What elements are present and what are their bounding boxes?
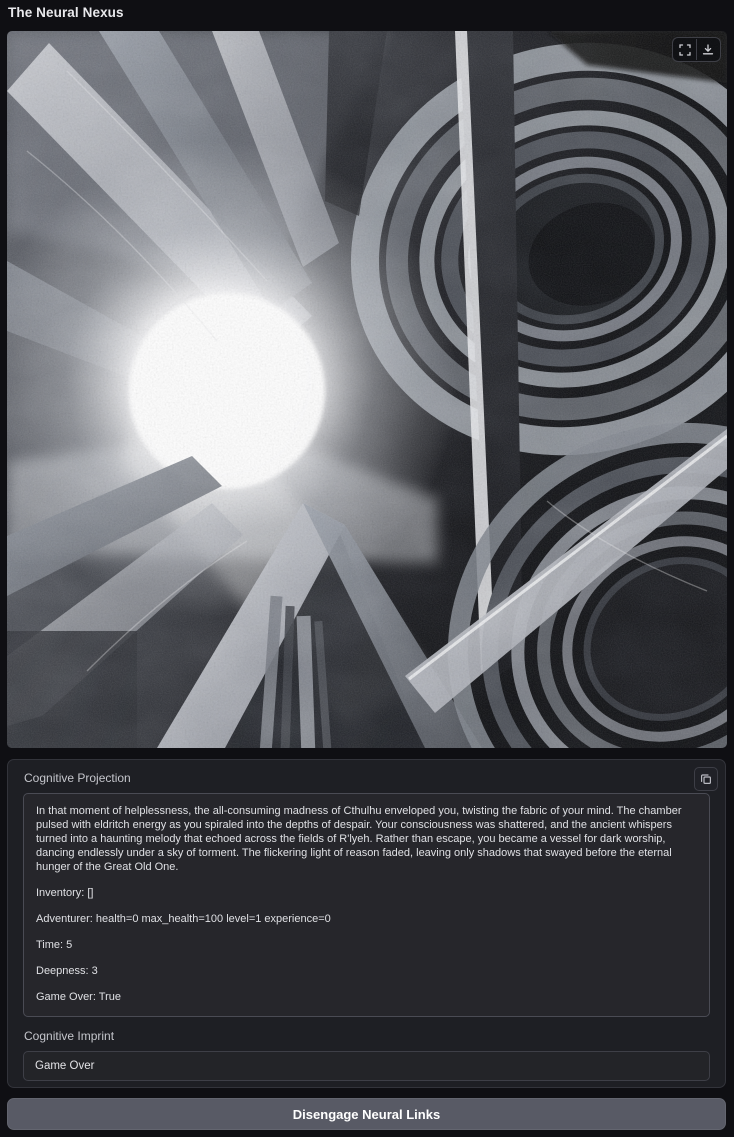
fullscreen-button[interactable] — [674, 39, 696, 60]
adventurer-stats-line: Adventurer: health=0 max_health=100 level=1 experience=0 — [36, 913, 331, 925]
scene-artwork — [7, 31, 727, 748]
download-button[interactable] — [696, 39, 719, 60]
disengage-button[interactable]: Disengage Neural Links — [7, 1098, 726, 1130]
copy-button[interactable] — [694, 767, 718, 791]
inventory-line: Inventory: [] — [36, 887, 94, 899]
imprint-input[interactable] — [23, 1051, 710, 1081]
fullscreen-icon — [679, 44, 691, 56]
projection-label: Cognitive Projection — [24, 771, 131, 785]
game-over-line: Game Over: True — [36, 991, 121, 1003]
scene-image-block — [7, 31, 727, 748]
image-toolbar — [672, 37, 721, 62]
imprint-label: Cognitive Imprint — [24, 1029, 115, 1043]
story-paragraph: In that moment of helplessness, the all-consuming madness of Cthulhu enveloped you, twisting the fabric of your mind. The chamber pulsed with eldritch energy as you spiraled into the depths of despair. Your consciousness was shattered, and the ancient whispers turned into a haunting melody that echoed across the fields of R'lyeh. Rather than escape, you became a vessel for dark worship, dancing endlessly under a sky of torment. The flickering light of reason faded, leaving only shadows that swayed before the eternal hunger of the Great Old One. — [36, 805, 682, 873]
app-container — [7, 5, 727, 1130]
time-line: Time: 5 — [36, 939, 73, 951]
projection-textarea[interactable] — [23, 793, 710, 1017]
download-icon — [702, 44, 714, 56]
page-title: The Neural Nexus — [8, 5, 124, 20]
output-panel — [7, 759, 726, 1088]
deepness-line: Deepness: 3 — [36, 965, 98, 977]
copy-icon — [700, 773, 712, 785]
